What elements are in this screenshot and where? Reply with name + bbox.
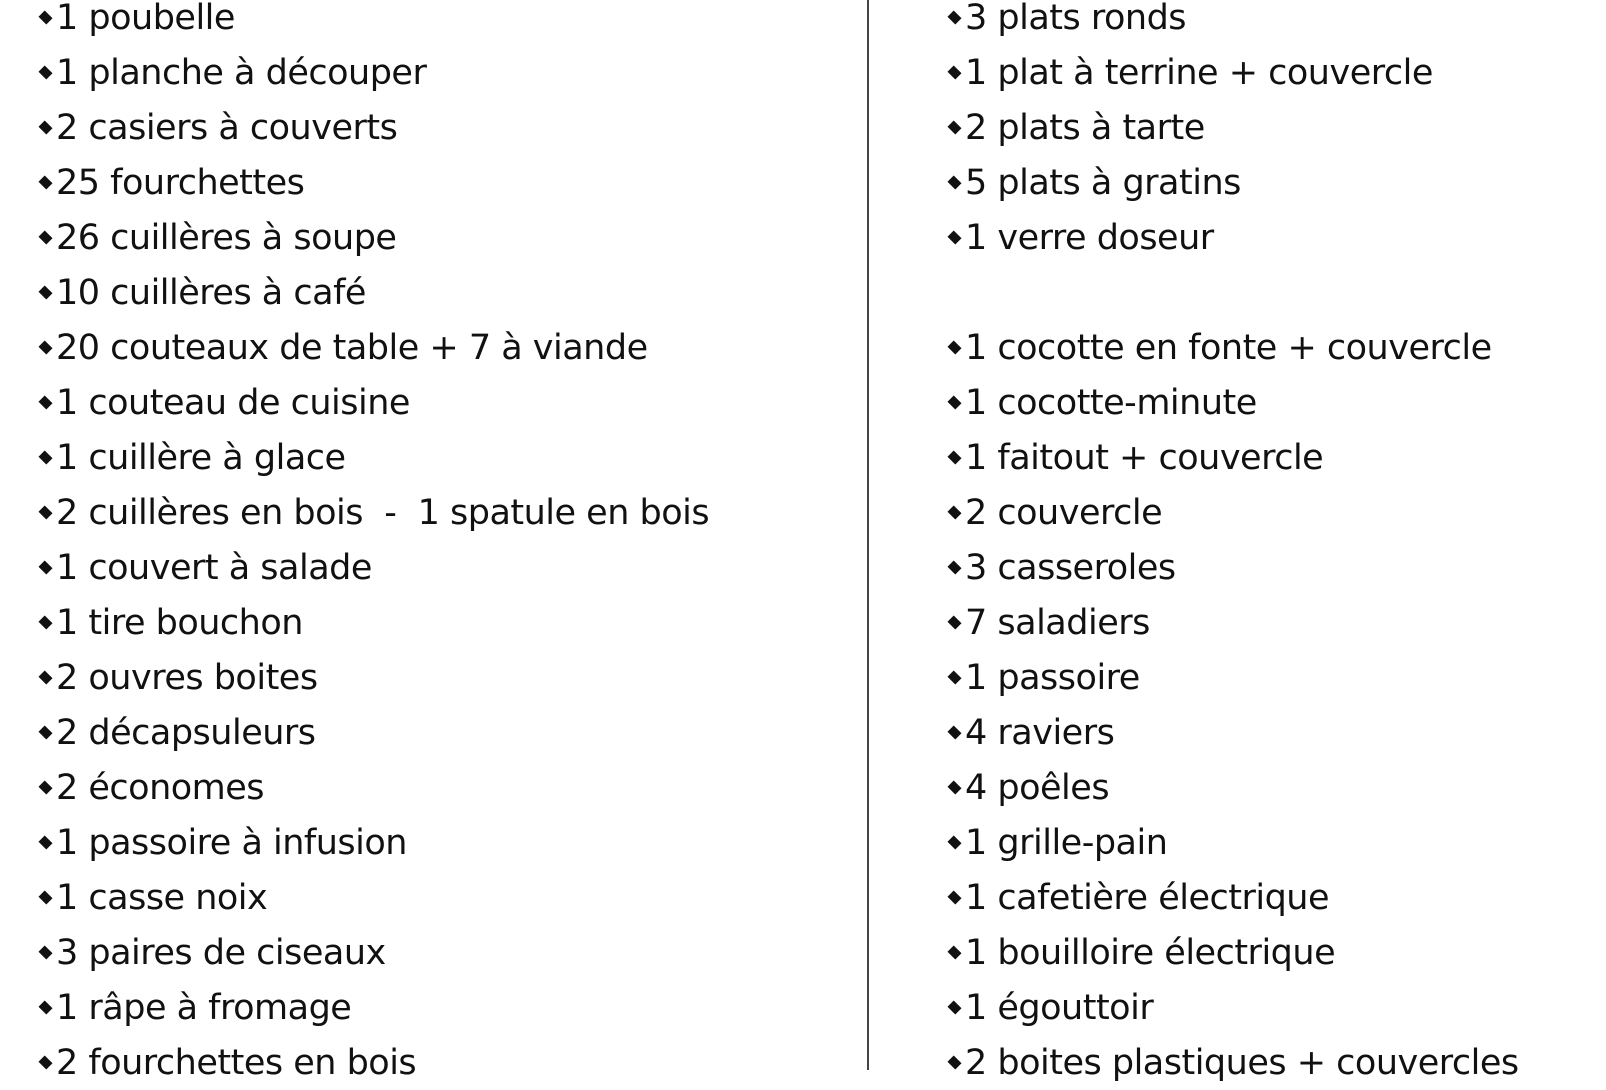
list-item [36,815,709,870]
list-item [36,100,709,155]
list-item [36,320,709,375]
diamond-bullet-icon [38,1055,52,1069]
diamond-bullet-icon [38,615,52,629]
diamond-bullet-icon [38,65,52,79]
diamond-bullet-icon [38,175,52,189]
list-item [36,705,709,760]
diamond-bullet-icon [38,120,52,134]
item-label: 1 faitout + couvercle [965,437,1324,478]
diamond-bullet-icon [38,945,52,959]
list-item [945,815,1519,870]
item-label: 1 couvert à salade [56,547,372,588]
diamond-bullet-icon [947,120,961,134]
item-label: 2 boites plastiques + couvercles [965,1042,1519,1083]
item-label: 2 casiers à couverts [56,107,398,148]
list-item [945,100,1519,155]
diamond-bullet-icon [38,395,52,409]
list-item [945,210,1519,265]
list-item [36,485,709,540]
list-item [36,650,709,705]
diamond-bullet-icon [38,890,52,904]
list-item [36,265,709,320]
diamond-bullet-icon [38,725,52,739]
item-label: 4 poêles [965,767,1110,808]
list-item [36,870,709,925]
column-divider [867,0,869,1070]
list-item [945,870,1519,925]
diamond-bullet-icon [38,230,52,244]
diamond-bullet-icon [947,835,961,849]
diamond-bullet-icon [38,780,52,794]
list-item [36,925,709,980]
item-label: 2 ouvres boites [56,657,318,698]
right-inventory-list [945,0,1519,1090]
diamond-bullet-icon [947,450,961,464]
item-label: 1 râpe à fromage [56,987,352,1028]
diamond-bullet-icon [38,835,52,849]
list-item [945,430,1519,485]
item-label: 3 plats ronds [965,0,1187,38]
diamond-bullet-icon [38,10,52,24]
diamond-bullet-icon [947,340,961,354]
list-item [945,485,1519,540]
list-item [945,375,1519,430]
list-item [36,760,709,815]
item-label: 25 fourchettes [56,162,305,203]
diamond-bullet-icon [947,615,961,629]
item-label: 4 raviers [965,712,1115,753]
item-label: 2 décapsuleurs [56,712,316,753]
diamond-bullet-icon [947,670,961,684]
diamond-bullet-icon [947,560,961,574]
diamond-bullet-icon [947,395,961,409]
item-label: 10 cuillères à café [56,272,366,313]
item-label: 26 cuillères à soupe [56,217,397,258]
diamond-bullet-icon [947,230,961,244]
diamond-bullet-icon [38,560,52,574]
list-item [945,320,1519,375]
diamond-bullet-icon [947,65,961,79]
diamond-bullet-icon [947,780,961,794]
list-item [36,45,709,100]
list-item [36,0,709,45]
list-item [36,210,709,265]
item-label: 2 fourchettes en bois [56,1042,417,1083]
diamond-bullet-icon [38,505,52,519]
left-inventory-list [36,0,709,1090]
diamond-bullet-icon [947,890,961,904]
item-label: 2 plats à tarte [965,107,1205,148]
item-label: 1 cuillère à glace [56,437,346,478]
diamond-bullet-icon [947,1000,961,1014]
item-label: 3 paires de ciseaux [56,932,386,973]
list-item [945,595,1519,650]
diamond-bullet-icon [947,1055,961,1069]
item-label: 1 cocotte en fonte + couvercle [965,327,1492,368]
diamond-bullet-icon [38,340,52,354]
diamond-bullet-icon [38,450,52,464]
item-label: 2 économes [56,767,265,808]
list-item [945,650,1519,705]
item-label: 1 égouttoir [965,987,1154,1028]
diamond-bullet-icon [38,1000,52,1014]
item-label: 7 saladiers [965,602,1150,643]
item-label: 3 casseroles [965,547,1176,588]
list-item [945,925,1519,980]
item-label: 2 cuillères en bois - 1 spatule en bois [56,492,710,533]
list-item [36,1035,709,1090]
item-label: 20 couteaux de table + 7 à viande [56,327,648,368]
list-item [945,0,1519,45]
item-label: 1 casse noix [56,877,268,918]
list-item [945,45,1519,100]
list-item [36,540,709,595]
item-label: 1 poubelle [56,0,235,38]
list-item [945,540,1519,595]
diamond-bullet-icon [947,10,961,24]
item-label: 1 cocotte-minute [965,382,1257,423]
item-label: 1 grille-pain [965,822,1168,863]
item-label: 1 passoire [965,657,1140,698]
list-item [945,705,1519,760]
item-label: 1 plat à terrine + couvercle [965,52,1433,93]
list-item [36,595,709,650]
item-label: 5 plats à gratins [965,162,1241,203]
list-item [945,1035,1519,1090]
item-label: 1 couteau de cuisine [56,382,410,423]
list-item [945,980,1519,1035]
diamond-bullet-icon [947,725,961,739]
diamond-bullet-icon [38,670,52,684]
item-label: 1 passoire à infusion [56,822,407,863]
diamond-bullet-icon [38,285,52,299]
item-label: 1 planche à découper [56,52,427,93]
diamond-bullet-icon [947,175,961,189]
list-item [945,760,1519,815]
list-item [36,980,709,1035]
item-label: 1 tire bouchon [56,602,303,643]
diamond-bullet-icon [947,945,961,959]
item-label: 2 couvercle [965,492,1163,533]
list-item [36,430,709,485]
item-label: 1 bouilloire électrique [965,932,1336,973]
list-item [36,375,709,430]
list-item [36,155,709,210]
list-item [945,155,1519,210]
diamond-bullet-icon [947,505,961,519]
item-label: 1 verre doseur [965,217,1214,258]
item-label: 1 cafetière électrique [965,877,1330,918]
